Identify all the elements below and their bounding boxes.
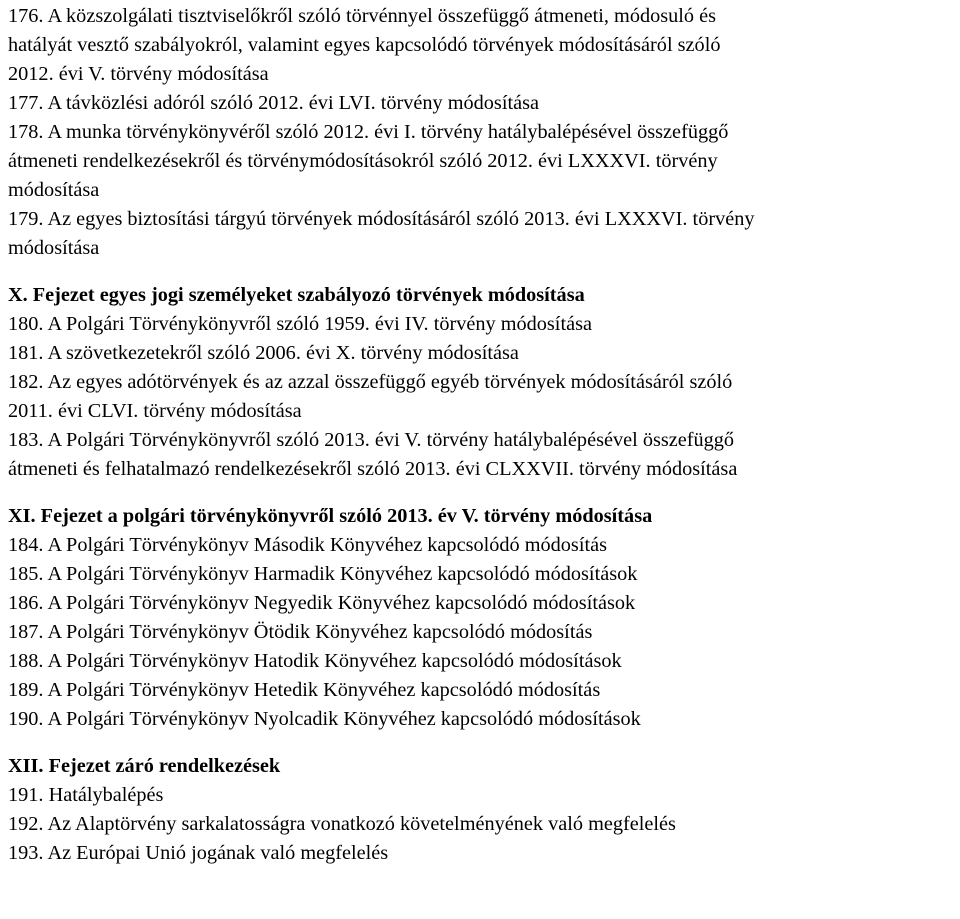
chapter-heading-xi: XI. Fejezet a polgári törvénykönyvről szóló 2013. év V. törvény módosítása	[8, 505, 653, 527]
toc-entry-189: 189. A Polgári Törvénykönyv Hetedik Könyvéhez kapcsolódó módosítás	[8, 679, 601, 701]
toc-entry-184: 184. A Polgári Törvénykönyv Második Könyvéhez kapcsolódó módosítás	[8, 534, 607, 556]
section-gap	[8, 263, 960, 281]
section-gap	[8, 484, 960, 502]
toc-entry-179: 179. Az egyes biztosítási tárgyú törvények módosításáról szóló 2013. évi LXXXVI. törvény	[8, 208, 755, 230]
toc-entry-178-cont: átmeneti rendelkezésekről és törvénymódosításokról szóló 2012. évi LXXXVI. törvény	[8, 150, 718, 172]
toc-entry-179-cont: módosítása	[8, 237, 100, 259]
toc-entry-191: 191. Hatálybalépés	[8, 784, 164, 806]
toc-entry-181: 181. A szövetkezetekről szóló 2006. évi X. törvény módosítása	[8, 342, 519, 364]
chapter-heading-x: X. Fejezet egyes jogi személyeket szabályozó törvények módosítása	[8, 284, 585, 306]
toc-entry-182-cont: 2011. évi CLVI. törvény módosítása	[8, 400, 302, 422]
toc-entry-183: 183. A Polgári Törvénykönyvről szóló 2013. évi V. törvény hatálybalépésével összefüggő	[8, 429, 735, 451]
toc-entry-190: 190. A Polgári Törvénykönyv Nyolcadik Könyvéhez kapcsolódó módosítások	[8, 708, 641, 730]
toc-entry-178-cont: módosítása	[8, 179, 100, 201]
toc-entry-183-cont: átmeneti és felhatalmazó rendelkezésekről szóló 2013. évi CLXXVII. törvény módosítása	[8, 458, 738, 480]
toc-entry-178: 178. A munka törvénykönyvéről szóló 2012. évi I. törvény hatálybalépésével összefüggő	[8, 121, 729, 143]
toc-entry-176-cont: hatályát vesztő szabályokról, valamint egyes kapcsolódó törvények módosításáról szóló	[8, 34, 721, 56]
toc-entry-188: 188. A Polgári Törvénykönyv Hatodik Könyvéhez kapcsolódó módosítások	[8, 650, 622, 672]
toc-entry-177: 177. A távközlési adóról szóló 2012. évi LVI. törvény módosítása	[8, 92, 539, 114]
section-gap	[8, 734, 960, 752]
toc-entry-176: 176. A közszolgálati tisztviselőkről szóló törvénnyel összefüggő átmeneti, módosuló és	[8, 5, 717, 27]
toc-entry-180: 180. A Polgári Törvénykönyvről szóló 1959. évi IV. törvény módosítása	[8, 313, 592, 335]
toc-entry-187: 187. A Polgári Törvénykönyv Ötödik Könyvéhez kapcsolódó módosítás	[8, 621, 593, 643]
toc-entry-186: 186. A Polgári Törvénykönyv Negyedik Könyvéhez kapcsolódó módosítások	[8, 592, 636, 614]
toc-entry-176-cont: 2012. évi V. törvény módosítása	[8, 63, 269, 85]
toc-entry-185: 185. A Polgári Törvénykönyv Harmadik Könyvéhez kapcsolódó módosítások	[8, 563, 638, 585]
toc-entry-182: 182. Az egyes adótörvények és az azzal összefüggő egyéb törvények módosításáról szóló	[8, 371, 733, 393]
chapter-heading-xii: XII. Fejezet záró rendelkezések	[8, 755, 281, 777]
toc-entry-193: 193. Az Európai Unió jogának való megfelelés	[8, 842, 389, 864]
toc-entry-192: 192. Az Alaptörvény sarkalatosságra vonatkozó követelményének való megfelelés	[8, 813, 676, 835]
